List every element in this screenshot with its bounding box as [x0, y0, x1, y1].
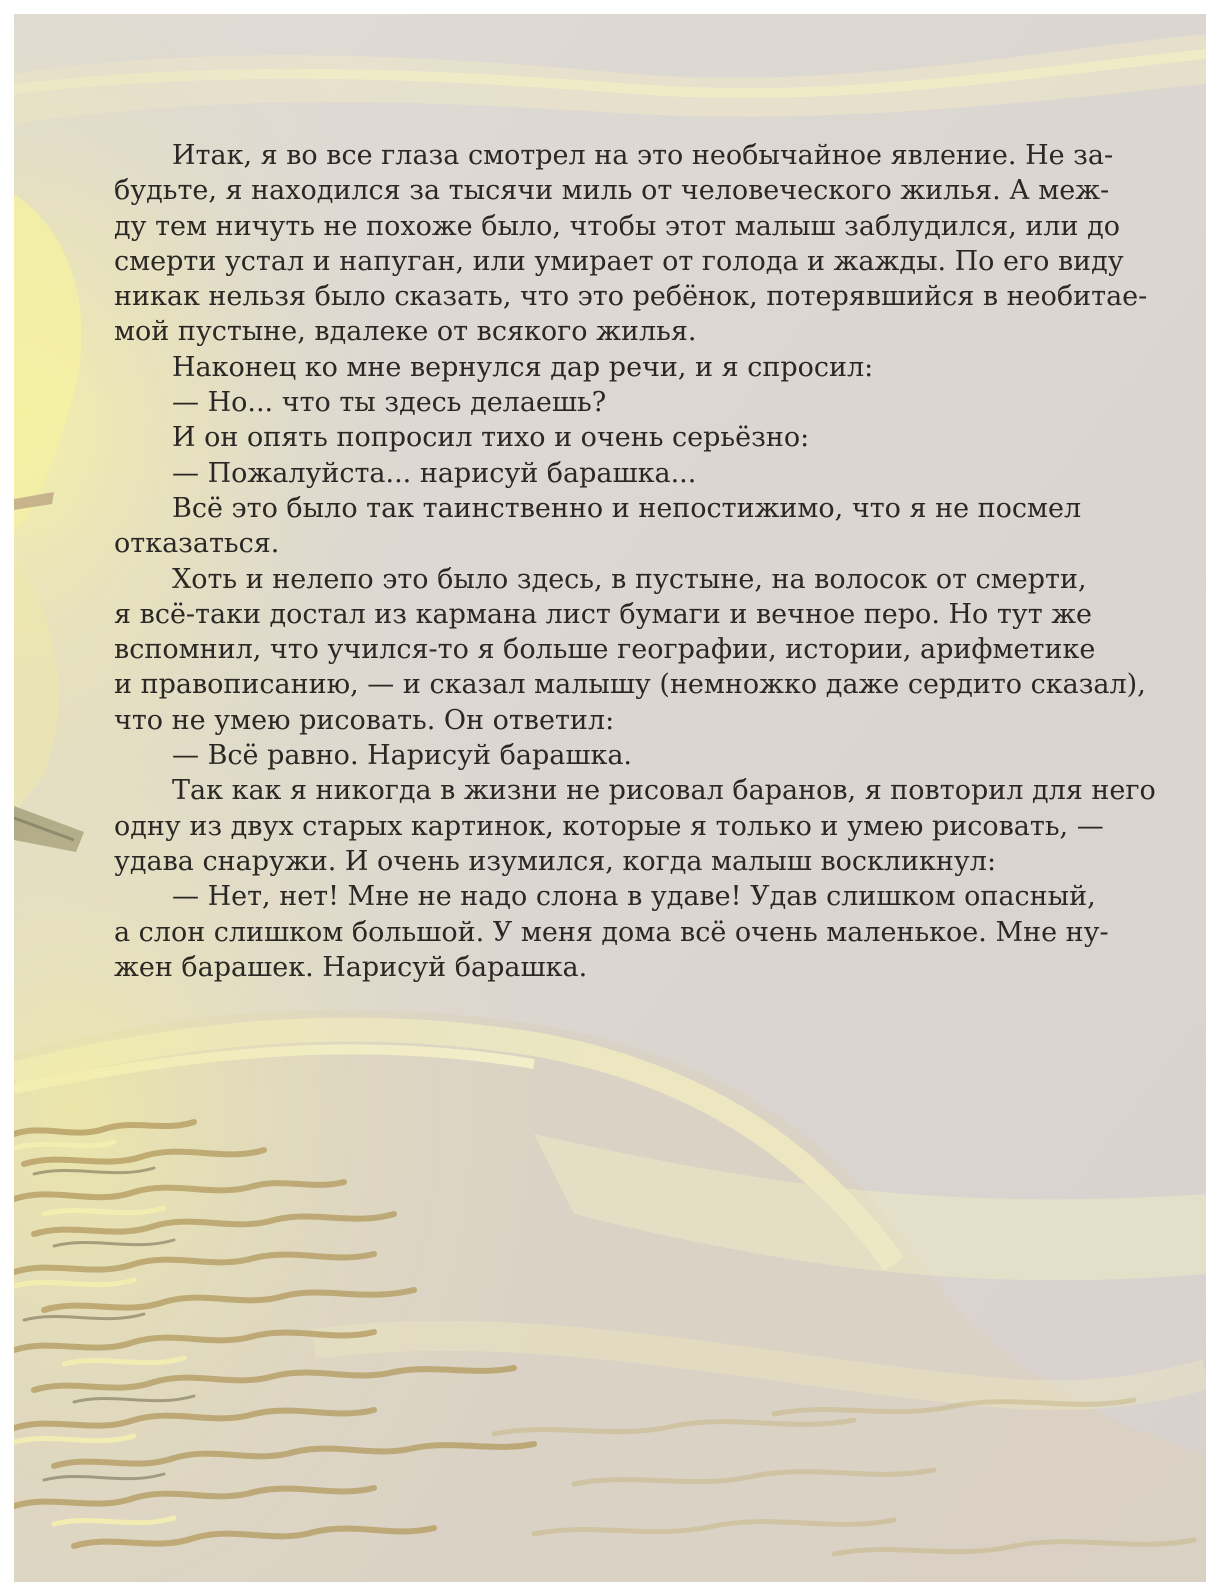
- text-line: — Нет, нет! Мне не надо слона в удаве! Удав слишком опасный,: [172, 881, 1096, 913]
- text-line: мой пустыне, вдалеке от всякого жилья.: [114, 316, 697, 348]
- text-line: Итак, я во все глаза смотрел на это необычайное явление. Не за-: [172, 140, 1114, 171]
- text-line: вспомнил, что учился-то я больше географии, истории, арифметике: [114, 634, 1096, 666]
- text-line: смерти устал и напуган, или умирает от голода и жажды. По его виду: [114, 245, 1124, 277]
- text-line: Наконец ко мне вернулся дар речи, и я спросил:: [172, 351, 874, 383]
- text-line: ду тем ничуть не похоже было, чтобы этот малыш заблудился, или до: [114, 210, 1120, 242]
- text-line: я всё-таки достал из кармана лист бумаги и вечное перо. Но тут же: [114, 598, 1093, 630]
- text-line: удава снаружи. И очень изумился, когда малыш воскликнул:: [114, 845, 997, 877]
- paragraph: [114, 738, 1050, 773]
- paragraph: [114, 456, 1050, 491]
- paragraph: [114, 138, 1148, 350]
- paragraph: [114, 420, 1050, 455]
- book-page: [14, 14, 1206, 1582]
- text-line: а слон слишком большой. У меня дома всё очень маленькое. Мне ну-: [114, 916, 1109, 948]
- text-line: одну из двух старых картинок, которые я только и умею рисовать, —: [114, 810, 1104, 842]
- paragraph: [114, 773, 1156, 879]
- paragraph: [114, 491, 1082, 562]
- text-line: — Пожалуйста... нарисуй барашка...: [172, 457, 697, 489]
- text-line: будьте, я находился за тысячи миль от человеческого жилья. А меж-: [114, 175, 1110, 207]
- text-line: и правописанию, — и сказал малышу (немножко даже сердито сказал),: [114, 669, 1146, 701]
- text-line: Так как я никогда в жизни не рисовал баранов, я повторил для него: [172, 775, 1156, 807]
- text-line: Всё это было так таинственно и непостижимо, что я не посмел: [172, 492, 1082, 524]
- paragraph: [114, 350, 1050, 385]
- text-line: отказаться.: [114, 528, 280, 560]
- paragraph: [114, 562, 1146, 738]
- text-line: И он опять попросил тихо и очень серьёзно:: [172, 422, 810, 454]
- paragraph: [114, 385, 1050, 420]
- text-line: никак нельзя было сказать, что это ребёнок, потерявшийся в необитае-: [114, 281, 1148, 313]
- text-line: что не умею рисовать. Он ответил:: [114, 704, 615, 736]
- text-line: — Всё равно. Нарисуй барашка.: [172, 740, 633, 772]
- text-line: Хоть и нелепо это было здесь, в пустыне, на волосок от смерти,: [172, 563, 1087, 595]
- paragraph: [114, 879, 1109, 985]
- text-line: жен барашек. Нарисуй барашка.: [114, 951, 588, 983]
- story-text: [114, 138, 1156, 985]
- text-line: — Но... что ты здесь делаешь?: [172, 387, 607, 419]
